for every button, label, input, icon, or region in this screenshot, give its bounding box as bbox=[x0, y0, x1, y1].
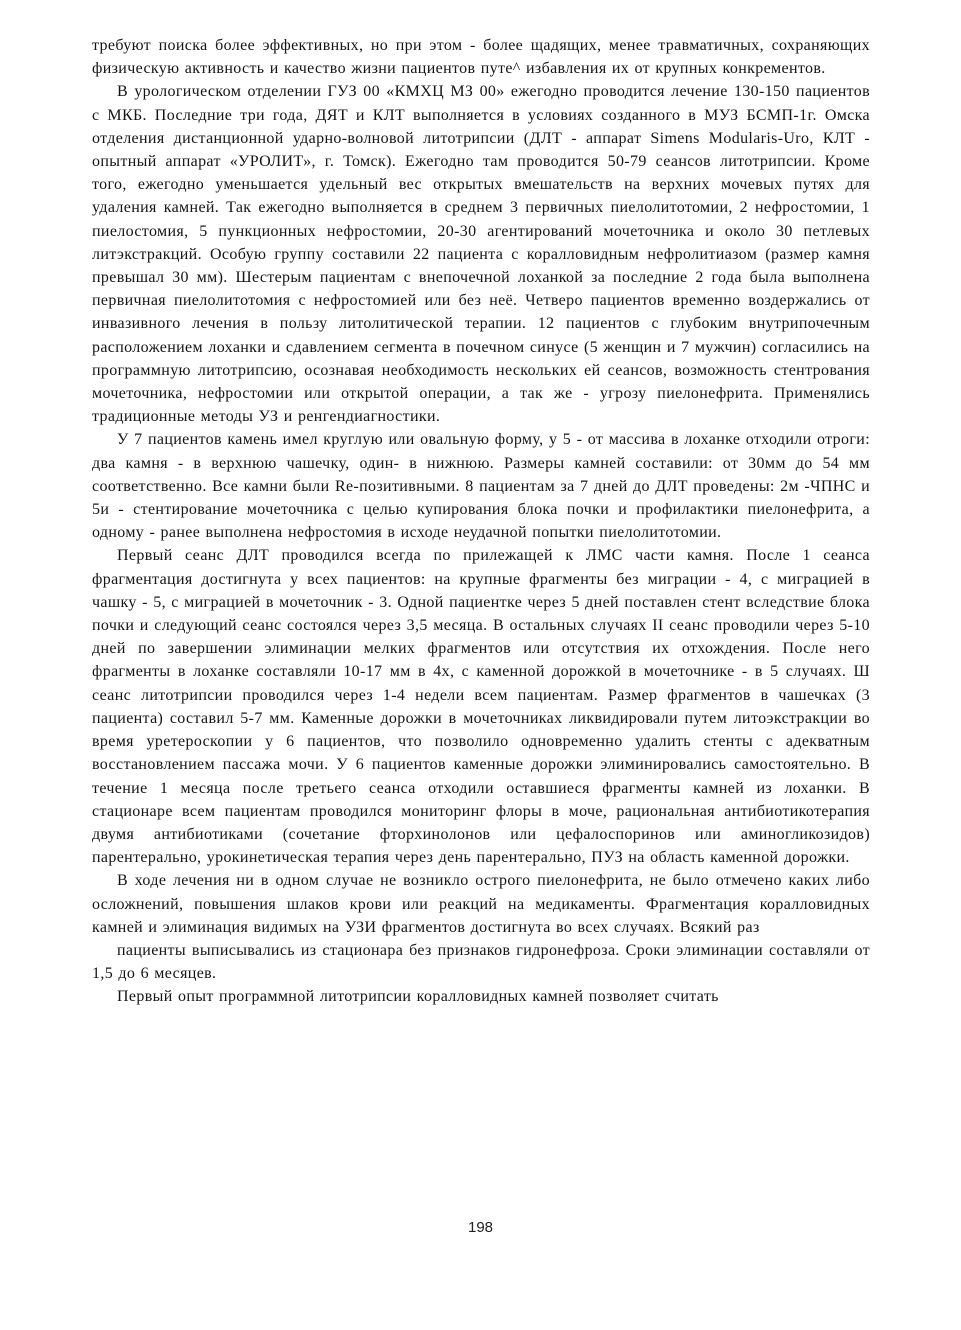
paragraph-continuation: требуют поиска более эффективных, но при этом - более щадящих, менее травматичных, сохраняющих физическую активность и качество жизни пациентов путе^ избавления их от крупных конкрементов. bbox=[92, 37, 870, 78]
page-number: 198 bbox=[467, 1219, 494, 1236]
paragraph-stone-characteristics: У 7 пациентов камень имел круглую или овальную форму, у 5 - от массива в лоханке отходили отроги: два камня - в верхнюю чашечку, один- в нижнюю. Размеры камней составили: от 30мм до 54 мм соответственно. Все камни были Re-позитивными. 8 пациентам за 7 дней до ДЛТ проведены: 2м -ЧПНС и 5и - стентирование мочеточника с целью купирования блока почки и профилактики пиелонефрита, а одному - ранее выполнена нефростомия в исходе неудачной попытки пиелолитотомии. bbox=[92, 431, 870, 542]
paragraph-treatment-outcome: В ходе лечения ни в одном случае не возникло острого пиелонефрита, не было отмечено каких либо осложнений, повышения шлаков крови или реакций на медикаменты. Фрагментация коралловидных камней и элиминация видимых на УЗИ фрагментов достигнута во всех случаях. Всякий раз bbox=[92, 872, 870, 936]
document-body bbox=[92, 34, 870, 1009]
paragraph-urology-department: В урологическом отделении ГУЗ 00 «КМХЦ МЗ 00» ежегодно проводится лечение 130-150 пациентов с МКБ. Последние три года, ДЯТ и КЛТ выполняется в условиях созданного в МУЗ БСМП-1г. Омска отделения дистанционной ударно-волновой литотрипсии (ДЛТ - аппарат Simens Modularis-Uro, КЛТ - опытный аппарат «УРОЛИТ», г. Томск). Ежегодно там проводится 50-79 сеансов литотрипсии. Кроме того, ежегодно уменьшается удельный вес открытых вмешательств на верхних мочевых путях для удаления камней. Так ежегодно выполняется в среднем 3 первичных пиелолитотомии, 2 нефростомии, 1 пиелостомия, 5 пункционных нефростомии, 20-30 агентирований мочеточника и около 30 петлевых литэкстракций. Особую группу составили 22 пациента с коралловидным нефролитиазом (размер камня превышал 30 мм). Шестерым пациентам с внепочечной лоханкой за последние 2 года была выполнена первичная пиелолитотомия с нефростомией или без неё. Четверо пациентов временно воздержались от инвазивного лечения в пользу литолитической терапии. 12 пациентов с глубоким внутрипочечным расположением лоханки и сдавлением сегмента в почечном синусе (5 женщин и 7 мужчин) согласились на программную литотрипсию, осознавая необходимость нескольких ей сеансов, возможность стентрования мочеточника, нефростомии или открытой операции, а так же - угрозу пиелонефрита. Применялись традиционные методы УЗ и ренгендиагностики. bbox=[92, 83, 870, 426]
paragraph-conclusion-start: Первый опыт программной литотрипсии коралловидных камней позволяет считать bbox=[117, 988, 719, 1006]
paragraph-discharge: пациенты выписывались из стационара без признаков гидронефроза. Сроки элиминации составляли от 1,5 до 6 месяцев. bbox=[92, 941, 870, 983]
paragraph-first-session: Первый сеанс ДЛТ проводился всегда по прилежащей к ЛМС части камня. После 1 сеанса фрагментация достигнута у всех пациентов: на крупные фрагменты без миграции - 4, с миграцией в чашку - 5, с миграцией в мочеточник - 3. Одной пациентке через 5 дней поставлен стент вследствие блока почки и следующий сеанс состоялся через 3,5 месяца. В остальных случаях II сеанс проводили через 5-10 дней по завершении элиминации мелких фрагментов или отсутствия их отхождения. После него фрагменты в лоханке составляли 10-17 мм в 4х, с каменной дорожкой в мочеточнике - в 5 случаях. Ш сеанс литотрипсии проводился через 1-4 недели всем пациентам. Размер фрагментов в чашечках (3 пациента) составил 5-7 мм. Каменные дорожки в мочеточниках ликвидировали путем литоэкстракции во время уретероскопии у 6 пациентов, что позволило одновременно удалить стенты с адекватным восстановлением пассажа мочи. У 6 пациентов каменные дорожки элиминировались самостоятельно. В течение 1 месяца после третьего сеанса отходили оставшиеся фрагменты камней из лоханки. В стационаре всем пациентам проводился мониторинг флоры в моче, рациональная антибиотикотерапия двумя антибиотиками (сочетание фторхинолонов или цефалоспоринов или аминогликозидов) парентерально, урокинетическая терапия через день парентерально, ПУЗ на область каменной дорожки. bbox=[92, 547, 870, 867]
